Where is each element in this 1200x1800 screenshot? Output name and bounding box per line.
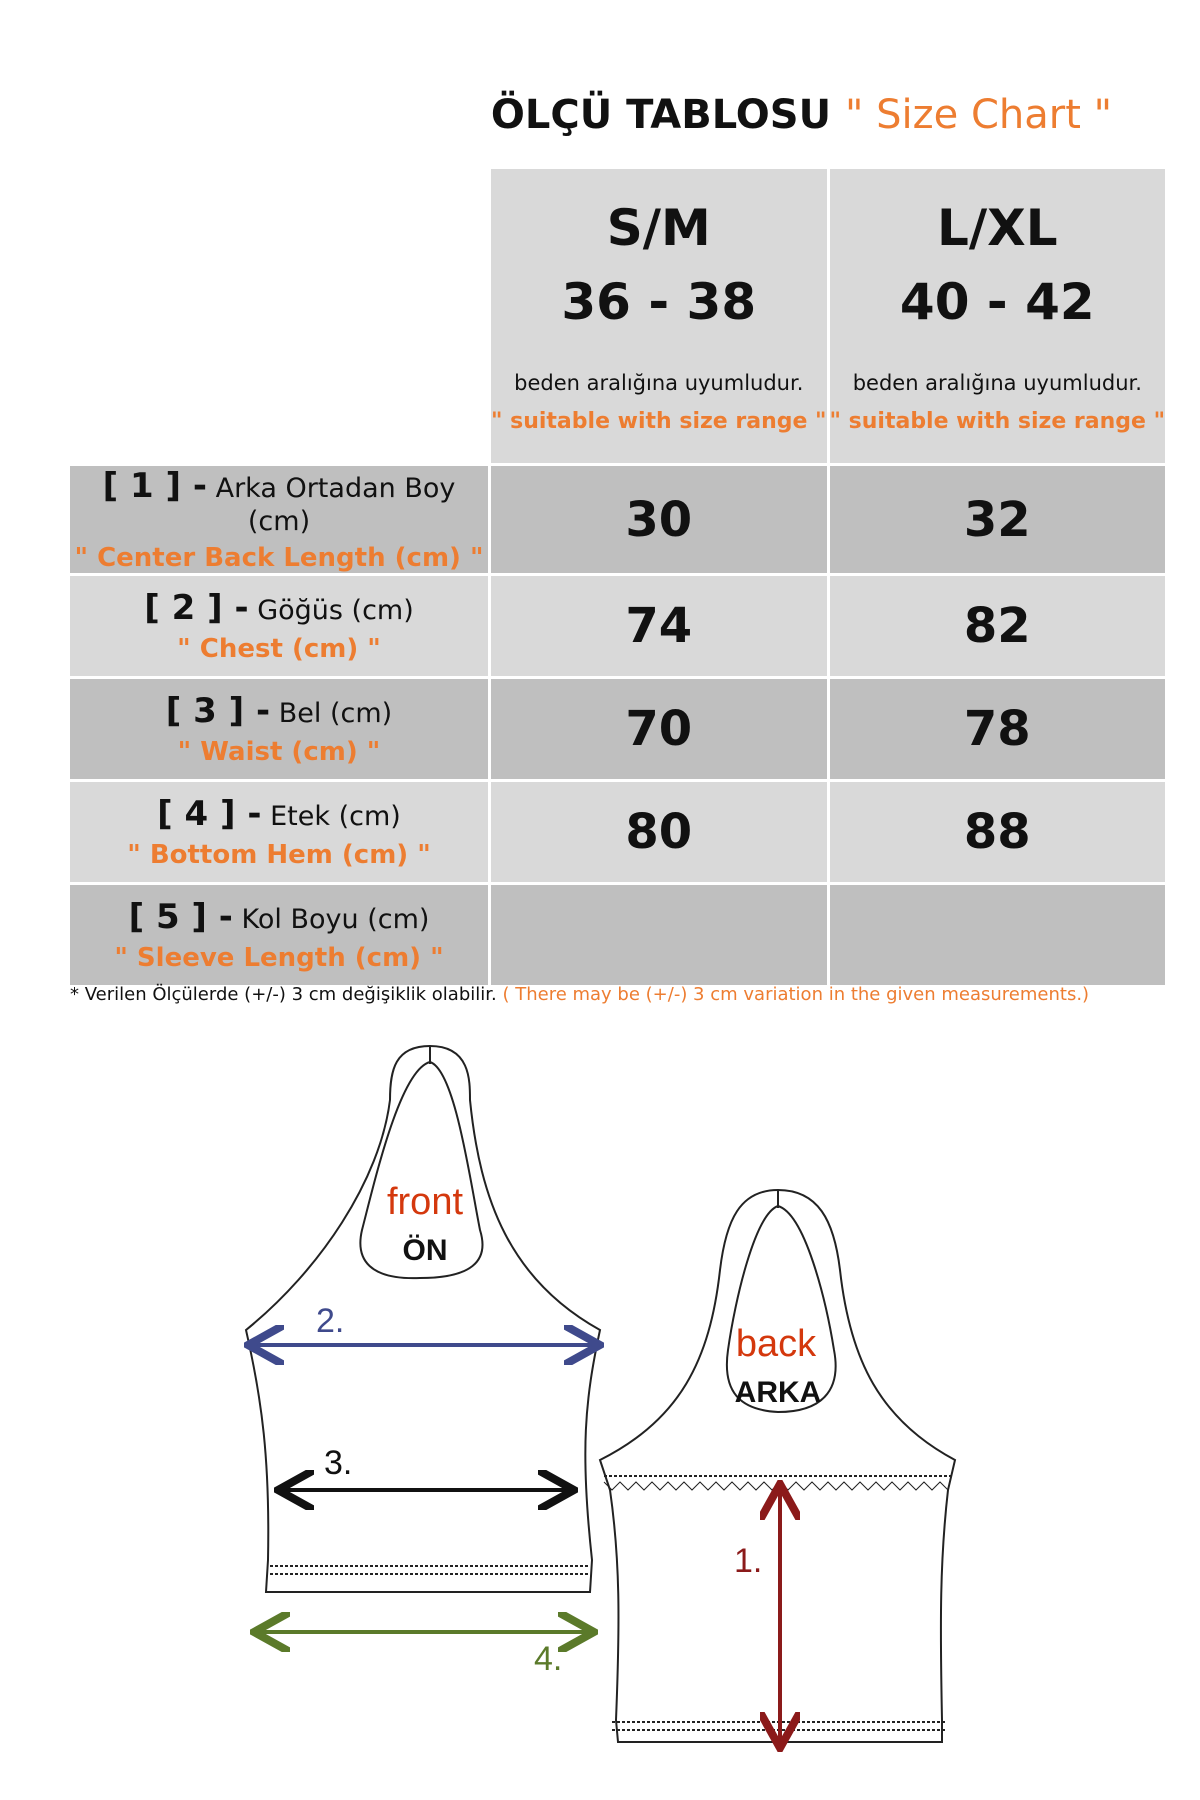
row-label-tr: Etek (cm) (270, 801, 401, 832)
size-range: 36 - 38 (561, 273, 757, 331)
front-garment (246, 1046, 600, 1592)
size-header-lxl (830, 169, 1166, 463)
row-label (70, 679, 488, 779)
garment-diagram (0, 1000, 1200, 1790)
row-label (70, 885, 488, 985)
value-sm: 70 (491, 679, 827, 779)
marker-1: 1. (734, 1542, 763, 1580)
table-row (70, 782, 1165, 882)
header-blank (70, 169, 488, 463)
value-sm: 30 (491, 466, 827, 573)
row-number: [ 4 ] - (157, 794, 262, 834)
size-range: 40 - 42 (899, 273, 1095, 331)
size-label: L/XL (937, 199, 1058, 257)
row-label-en: " Chest (cm) " (177, 634, 381, 664)
back-label-tr: ARKA (734, 1376, 822, 1409)
row-label (70, 466, 488, 573)
marker-4: 4. (534, 1640, 563, 1678)
value-lxl: 32 (830, 466, 1166, 573)
value-lxl: 88 (830, 782, 1166, 882)
row-number: [ 3 ] - (165, 691, 271, 731)
row-label (70, 782, 488, 882)
marker-2: 2. (316, 1302, 345, 1340)
front-label-en: front (386, 1181, 464, 1223)
row-label-tr: Arka Ortadan Boy (cm) (215, 473, 456, 537)
row-label-tr: Bel (cm) (278, 698, 393, 729)
back-band-elastic (604, 1482, 948, 1490)
size-note-en: " suitable with size range " (829, 409, 1166, 434)
row-label-en: " Bottom Hem (cm) " (127, 840, 431, 870)
row-number: [ 5 ] - (128, 897, 233, 937)
back-outline (600, 1190, 955, 1742)
front-label-tr: ÖN (402, 1234, 448, 1267)
row-label-tr: Göğüs (cm) (257, 595, 414, 626)
table-row (70, 466, 1165, 573)
chart-title (0, 92, 1200, 138)
value-sm: 80 (491, 782, 827, 882)
title-sub: " Size Chart " (845, 92, 1112, 138)
note-tr: * Verilen Ölçülerde (+/-) 3 cm değişiklik olabilir. (70, 984, 497, 1005)
size-note-tr: beden aralığına uyumludur. (852, 371, 1142, 395)
size-header-row (70, 169, 1165, 463)
table-row (70, 679, 1165, 779)
value-lxl (830, 885, 1166, 985)
back-garment (600, 1190, 955, 1742)
size-note-en: " suitable with size range " (491, 409, 827, 434)
value-lxl: 78 (830, 679, 1166, 779)
row-label (70, 576, 488, 676)
title-main: ÖLÇÜ TABLOSU (490, 92, 832, 138)
row-number: [ 2 ] - (144, 588, 249, 628)
row-number: [ 1 ] - (102, 466, 207, 506)
back-label-en: back (735, 1323, 817, 1365)
size-table (67, 166, 1168, 988)
size-note-tr: beden aralığına uyumludur. (514, 371, 804, 395)
table-row (70, 576, 1165, 676)
row-label-en: " Center Back Length (cm) " (74, 543, 484, 573)
note-en: ( There may be (+/-) 3 cm variation in the given measurements.) (502, 984, 1090, 1005)
value-sm (491, 885, 827, 985)
row-label-en: " Waist (cm) " (177, 737, 381, 767)
value-lxl: 82 (830, 576, 1166, 676)
size-header-sm (491, 169, 827, 463)
marker-3: 3. (324, 1444, 353, 1482)
value-sm: 74 (491, 576, 827, 676)
table-row (70, 885, 1165, 985)
row-label-en: " Sleeve Length (cm) " (114, 943, 444, 973)
front-outline (246, 1046, 600, 1592)
row-label-tr: Kol Boyu (cm) (241, 904, 430, 935)
size-label: S/M (606, 199, 711, 257)
